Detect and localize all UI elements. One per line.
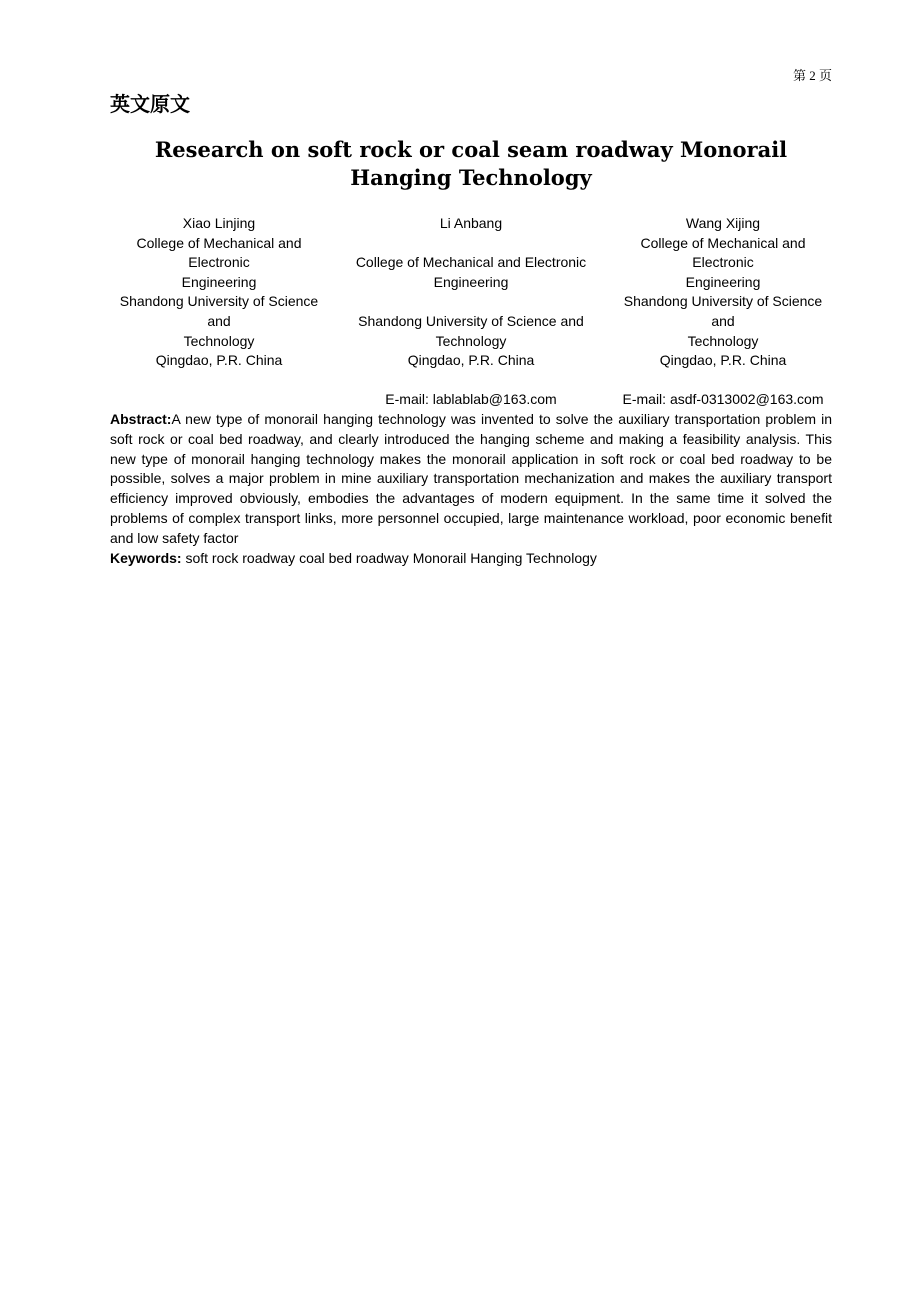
abstract-text: A new type of monorail hanging technology was invented to solve the auxiliary transportation problem in soft rock or coal bed roadway, and clearly introduced the hanging scheme and making a feasibility analysis. This new type of monorail hanging technology makes the monorail application in soft rock or coal bed roadway to be possible, solves a major problem in mine auxiliary transportation mechanization and makes the auxiliary transport efficiency improved obviously, embodies the advantages of modern equipment. In the same time it solved the problems of complex transport links, more personnel occupied, large maintenance workload, poor economic benefit and low safety factor — [110, 411, 832, 546]
author-affiliation-line: Engineering — [433, 273, 509, 290]
author-affiliation-line: Electronic — [188, 254, 250, 271]
abstract-label: Abstract: — [110, 411, 172, 427]
page-number: 第 2 页 — [792, 68, 832, 83]
author-email-link[interactable]: E-mail: asdf-0313002@163.com — [622, 391, 824, 408]
spacer-line — [614, 371, 832, 391]
author-affiliation-line: Shandong University of Science and — [358, 312, 584, 329]
author-column — [614, 214, 832, 410]
section-heading: 英文原文 — [110, 92, 190, 116]
author-block — [110, 214, 832, 410]
author-affiliation-line: Engineering — [181, 273, 257, 290]
author-name: Xiao Linjing — [182, 215, 256, 231]
keywords-label: Keywords: — [110, 550, 182, 566]
paper-title: Research on soft rock or coal seam roadway Monorail Hanging Technology — [154, 137, 788, 190]
author-name: Wang Xijing — [685, 215, 761, 231]
author-affiliation-line: Electronic — [692, 254, 754, 271]
author-affiliation-line: Engineering — [685, 273, 761, 290]
author-column — [110, 214, 328, 410]
author-column — [346, 214, 596, 410]
author-affiliation-line — [346, 292, 596, 312]
author-affiliation-line: Shandong University of Science — [119, 293, 319, 310]
author-affiliation-line: Technology — [435, 332, 507, 349]
author-affiliation-line: Shandong University of Science — [623, 293, 823, 310]
author-location: Qingdao, P.R. China — [659, 352, 787, 369]
author-location: Qingdao, P.R. China — [155, 352, 283, 369]
author-name: Li Anbang — [439, 215, 503, 231]
author-affiliation-line: Technology — [183, 332, 255, 349]
author-affiliation-line: Technology — [687, 332, 759, 349]
author-affiliation-line: and — [711, 312, 735, 329]
author-email-link[interactable]: E-mail: lablablab@163.com — [385, 391, 557, 408]
keywords-text: soft rock roadway coal bed roadway Monorail Hanging Technology — [181, 550, 597, 566]
spacer-line — [346, 371, 596, 391]
author-affiliation-line — [346, 234, 596, 254]
author-affiliation-line: and — [207, 312, 231, 329]
author-affiliation-line: College of Mechanical and Electronic — [355, 254, 587, 271]
author-affiliation-line: College of Mechanical and — [640, 234, 806, 251]
abstract-paragraph — [110, 410, 832, 549]
author-location: Qingdao, P.R. China — [407, 352, 535, 369]
author-affiliation-line: College of Mechanical and — [136, 234, 302, 251]
keywords-paragraph — [110, 549, 832, 569]
